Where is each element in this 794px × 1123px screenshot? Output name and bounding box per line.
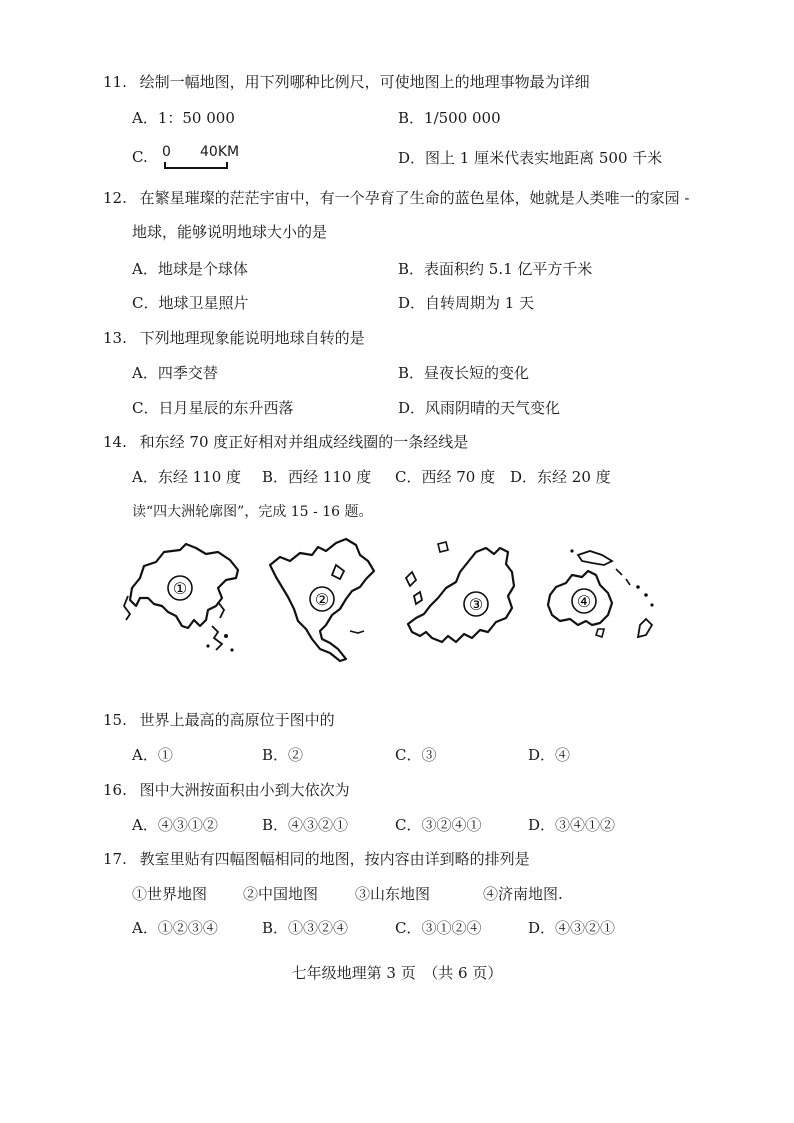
- q16-stem-line: [103, 780, 350, 800]
- q14-number: 14.: [103, 433, 127, 451]
- q17-item-2: ②中国地图: [243, 885, 319, 903]
- map-reading-instruction: 读“四大洲轮廓图”，完成 15 - 16 题。: [132, 504, 373, 520]
- q15-number: 15.: [103, 711, 127, 729]
- q15-stem: 世界上最高的高原位于图中的: [139, 711, 335, 729]
- q17-item-4: ④济南地图.: [483, 885, 563, 903]
- q14-option-d: D．东经 20 度: [510, 468, 611, 486]
- q14-option-b: B．西经 110 度: [262, 468, 372, 486]
- q13-stem-line: [103, 328, 365, 348]
- q15-option-c: C．③: [395, 746, 437, 764]
- q15-stem-line: [103, 710, 335, 730]
- q12-option-d: D．自转周期为 1 天: [398, 294, 535, 312]
- q11-stem: 绘制一幅地图，用下列哪种比例尺，可使地图上的地理事物最为详细: [139, 73, 590, 91]
- europe-outline-icon: [402, 538, 522, 656]
- q16-stem: 图中大洲按面积由小到大依次为: [139, 781, 350, 799]
- q12-option-c: C．地球卫星照片: [132, 294, 249, 312]
- q13-option-a: A．四季交替: [132, 364, 218, 382]
- q12-stem-2: 地球，能够说明地球大小的是: [132, 223, 328, 241]
- q13-number: 13.: [103, 329, 127, 347]
- q17-item-3: ③山东地图: [355, 885, 431, 903]
- q11-option-d: D．图上 1 厘米代表实地距离 500 千米: [398, 149, 663, 167]
- q17-stem: 教室里贴有四幅图幅相同的地图，按内容由详到略的排列是: [139, 850, 530, 868]
- q15-option-a: A．①: [132, 746, 173, 764]
- q13-option-b: B．昼夜长短的变化: [398, 364, 530, 382]
- scale-bar-icon: [160, 144, 370, 170]
- q17-option-a: A．①②③④: [132, 919, 218, 937]
- q16-option-b: B．④③②①: [262, 816, 349, 834]
- q14-option-a: A．东经 110 度: [132, 468, 241, 486]
- q11-number: 11.: [103, 73, 127, 91]
- q12-option-b: B．表面积约 5.1 亿平方千米: [398, 260, 593, 278]
- q17-option-d: D．④③②①: [528, 919, 616, 937]
- scale-value-label: 40KM: [200, 144, 240, 160]
- map-label-2: ②: [314, 590, 330, 609]
- q17-option-b: B．①③②④: [262, 919, 349, 937]
- q12-option-a: A．地球是个球体: [132, 260, 248, 278]
- q11-option-b: B．1/500 000: [398, 109, 501, 127]
- map-label-3: ③: [468, 595, 484, 614]
- north-america-outline-icon: [266, 535, 378, 667]
- scale-bar-line: [164, 162, 228, 169]
- asia-outline-icon: [122, 540, 248, 658]
- oceania-outline-icon: [542, 545, 672, 645]
- q17-option-c: C．③①②④: [395, 919, 482, 937]
- q12-stem-line1: [103, 188, 689, 208]
- scale-zero-label: 0: [162, 144, 171, 160]
- q13-option-c: C．日月星辰的东升西落: [132, 399, 294, 417]
- q17-number: 17.: [103, 850, 127, 868]
- q11-option-c-label: C.: [132, 148, 148, 166]
- q16-option-d: D．③④①②: [528, 816, 616, 834]
- q13-stem: 下列地理现象能说明地球自转的是: [139, 329, 365, 347]
- q14-stem: 和东经 70 度正好相对并组成经线圈的一条经线是: [139, 433, 469, 451]
- q14-stem-line: [103, 432, 468, 452]
- q13-option-d: D．风雨阴晴的天气变化: [398, 399, 561, 417]
- q14-option-c: C．西经 70 度: [395, 468, 496, 486]
- q11-option-a: A．1：50 000: [132, 109, 235, 127]
- page-footer: 七年级地理第 3 页 （共 6 页）: [291, 964, 503, 982]
- q17-stem-line: [103, 849, 530, 869]
- q11-stem-line: [103, 72, 590, 92]
- map-label-4: ④: [576, 592, 592, 611]
- q17-item-1: ①世界地图: [132, 885, 208, 903]
- map-label-1: ①: [172, 579, 188, 598]
- q12-stem-1: 在繁星璀璨的茫茫宇宙中，有一个孕育了生命的蓝色星体，她就是人类唯一的家园 -: [139, 189, 690, 207]
- q15-option-b: B．②: [262, 746, 304, 764]
- q16-option-a: A．④③①②: [132, 816, 218, 834]
- q15-option-d: D．④: [528, 746, 571, 764]
- q12-number: 12.: [103, 189, 127, 207]
- q16-number: 16.: [103, 781, 127, 799]
- q16-option-c: C．③②④①: [395, 816, 482, 834]
